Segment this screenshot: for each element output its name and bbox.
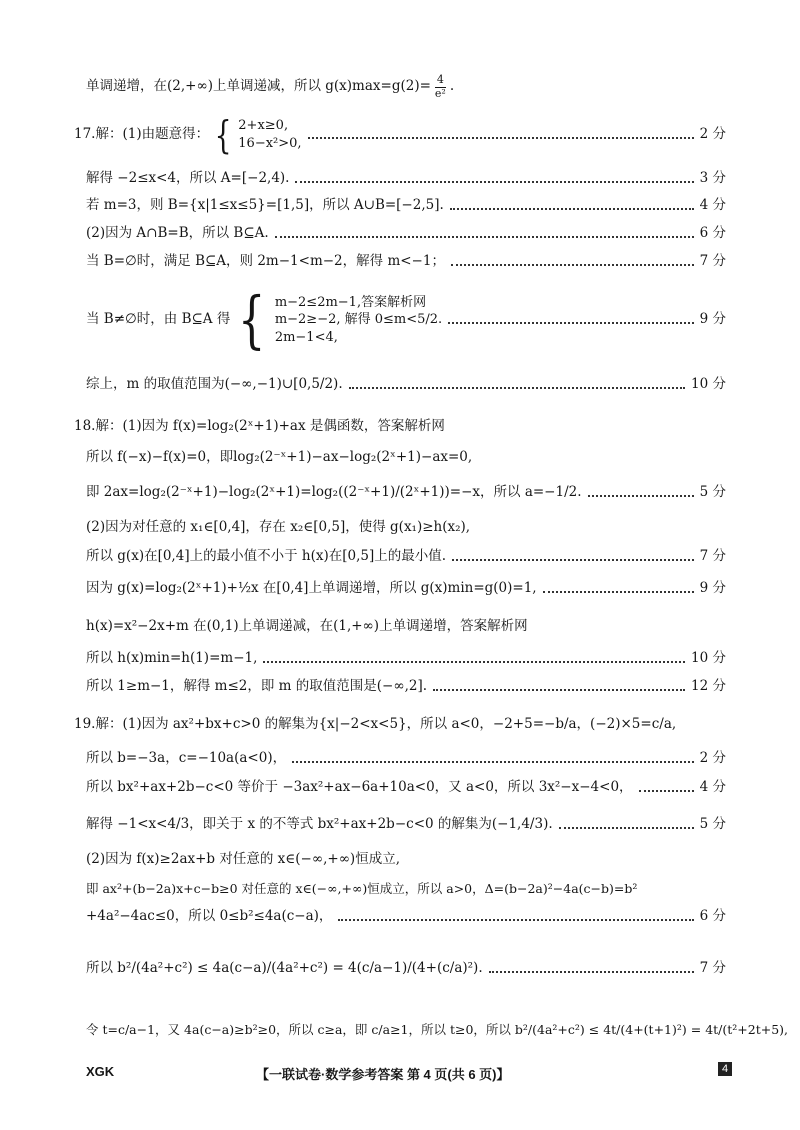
dot-leader [448,322,693,324]
line-text: 所以 f(−x)−f(x)=0，即log₂(2⁻ˣ+1)−ax−log₂(2ˣ+1)−ax=0, [86,449,473,465]
left-brace: { [238,283,266,356]
line-text: 解得 −2≤x<4，所以 A=[−2,4). [86,170,290,186]
line-text: 所以 b²/(4a²+c²) ≤ 4a(c−a)/(4a²+c²) = 4(c/a−1)/(4+(c/a)²). [86,960,483,976]
dot-leader [275,236,694,238]
footer-title: 【一联试卷·数学参考答案 第 4 页(共 6 页)】 [256,1067,510,1082]
score-label: 7 分 [699,548,726,564]
line-text: 当 B=∅时，满足 B⊆A，则 2m−1<m−2，解得 m<−1； [86,253,445,269]
line-text: 所以 1≥m−1，解得 m≤2，即 m 的取值范围是(−∞,2]. [86,678,428,694]
answer-line [86,781,726,795]
system-row: 2+x≥0, [238,118,289,134]
score-label: 2 分 [699,750,726,766]
score-label: 10 分 [691,650,726,666]
fraction-numerator: 4 [436,73,444,86]
page-footer [86,1062,732,1082]
answer-line [86,521,726,535]
left-brace: { [214,113,232,157]
question-19-start [74,718,726,732]
line-text: 因为 g(x)=log₂(2ˣ+1)+½x 在[0,4]上单调递增，所以 g(x)min=g(0)=1, [86,580,537,596]
dot-leader [349,387,685,389]
line-text: h(x)=x²−2x+m 在(0,1)上单调递减，在(1,+∞)上单调递增，答案解析网 [86,618,528,634]
score-label: 9 分 [699,580,726,596]
answer-line [86,451,726,465]
answer-line [86,883,726,896]
line-text: 所以 h(x)min=h(1)=m−1, [86,650,258,666]
line-text: 当 B≠∅时，由 B⊆A 得 [86,311,231,328]
line-text: 单调递增，在(2,+∞)上单调递减，所以 g(x)max=g(2)= [86,78,431,95]
line-text: (2)因为 A∩B=B，所以 B⊆A. [86,225,269,241]
system-row: m−2≥−2, 解得 0≤m<5/2. [274,312,443,328]
line-text: (2)因为 f(x)≥2ax+b 对任意的 x∈(−∞,+∞)恒成立, [86,851,400,867]
dot-leader [588,495,694,497]
answer-line [86,1022,789,1037]
answer-line [86,283,726,356]
line-text: 18.解：(1)因为 f(x)=log₂(2ˣ+1)+ax 是偶函数，答案解析网 [74,418,445,434]
fraction-denominator: e² [434,86,446,100]
dot-leader [559,827,694,829]
score-label: 9 分 [699,311,726,328]
question-17-start [74,113,726,157]
dot-leader [295,181,693,183]
fraction [433,74,448,100]
line-text: 解得 −1<x<4/3，即关于 x 的不等式 bx²+ax+2b−c<0 的解集为(−1,4/3). [86,816,553,832]
score-label: 3 分 [699,170,726,186]
score-label: 4 分 [699,197,726,213]
dot-leader [451,264,694,266]
footer-code: XGK [86,1064,115,1079]
line-text: 17.解：(1)由题意得： [74,126,210,143]
answer-line [86,910,726,924]
answer-line [86,255,726,269]
question-18-start [74,420,726,434]
line-text: 所以 g(x)在[0,4]上的最小值不小于 h(x)在[0,5]上的最小值. [86,548,447,564]
answer-line [86,74,726,100]
answer-line [86,550,726,564]
score-label: 2 分 [699,126,726,143]
answer-line [86,680,726,694]
dot-leader [292,761,694,763]
dot-leader [639,790,694,792]
answer-line [86,853,726,867]
answer-line [86,227,726,241]
line-text: 即 ax²+(b−2a)x+c−b≥0 对任意的 x∈(−∞,+∞)恒成立，所以 a>0，Δ=(b−2a)²−4a(c−b)=b² [86,881,638,896]
answer-line [86,172,726,186]
line-text: 所以 bx²+ax+2b−c<0 等价于 −3ax²+ax−6a+10a<0，又 a<0，所以 3x²−x−4<0， [86,779,633,795]
line-text: 综上，m 的取值范围为(−∞,−1)∪[0,5/2). [86,376,343,392]
score-label: 5 分 [699,816,726,832]
line-text: 若 m=3，则 B={x|1≤x≤5}=[1,5]，所以 A∪B=[−2,5]. [86,197,444,213]
line-text: 19.解：(1)因为 ax²+bx+c>0 的解集为{x|−2<x<5}，所以 a<0，−2+5=−b/a，(−2)×5=c/a, [74,716,677,732]
answer-line [86,752,726,766]
line-text: 即 2ax=log₂(2⁻ˣ+1)−log₂(2ˣ+1)=log₂((2⁻ˣ+1)/(2ˣ+1))=−x，所以 a=−1/2. [86,484,582,500]
answer-line [86,199,726,213]
system-rows [238,117,301,152]
dot-leader [543,591,694,593]
answer-line [86,652,726,666]
line-text: (2)因为对任意的 x₁∈[0,4]，存在 x₂∈[0,5]，使得 g(x₁)≥h(x₂), [86,519,471,535]
page-number-badge: 4 [718,1062,732,1076]
score-label: 4 分 [699,779,726,795]
system-row: 2m−1<4, [274,329,338,345]
line-text: 令 t=c/a−1，又 4a(c−a)≥b²≥0，所以 c≥a，即 c/a≥1，所以 t≥0，所以 b²/(4a²+c²) ≤ 4t/(4+(t+1)²) = 4t/(t²+2t+5), [86,1022,789,1037]
line-text: +4a²−4ac≤0，所以 0≤b²≤4a(c−a)， [86,908,333,924]
score-label: 6 分 [699,908,726,924]
system-rows [275,294,442,347]
line-tail: . [449,78,455,95]
dot-leader [338,919,693,921]
score-label: 6 分 [699,225,726,241]
dot-leader [308,137,694,139]
score-label: 12 分 [691,678,726,694]
answer-line [86,962,726,976]
dot-leader [263,661,685,663]
answer-line [86,378,726,392]
score-label: 7 分 [699,253,726,269]
answer-line [86,486,726,500]
dot-leader [452,559,694,561]
score-label: 5 分 [699,484,726,500]
score-label: 7 分 [699,960,726,976]
dot-leader [450,208,694,210]
score-label: 10 分 [691,376,726,392]
answer-line [86,582,726,596]
line-text: 所以 b=−3a，c=−10a(a<0)， [86,750,287,766]
equation-system [209,113,302,157]
answer-line [86,620,726,634]
inequality-system [230,283,443,356]
system-row: m−2≤2m−1,答案解析网 [274,294,427,310]
dot-leader [433,689,685,691]
system-row: 16−x²>0, [238,136,302,151]
dot-leader [489,971,694,973]
answer-line [86,818,726,832]
